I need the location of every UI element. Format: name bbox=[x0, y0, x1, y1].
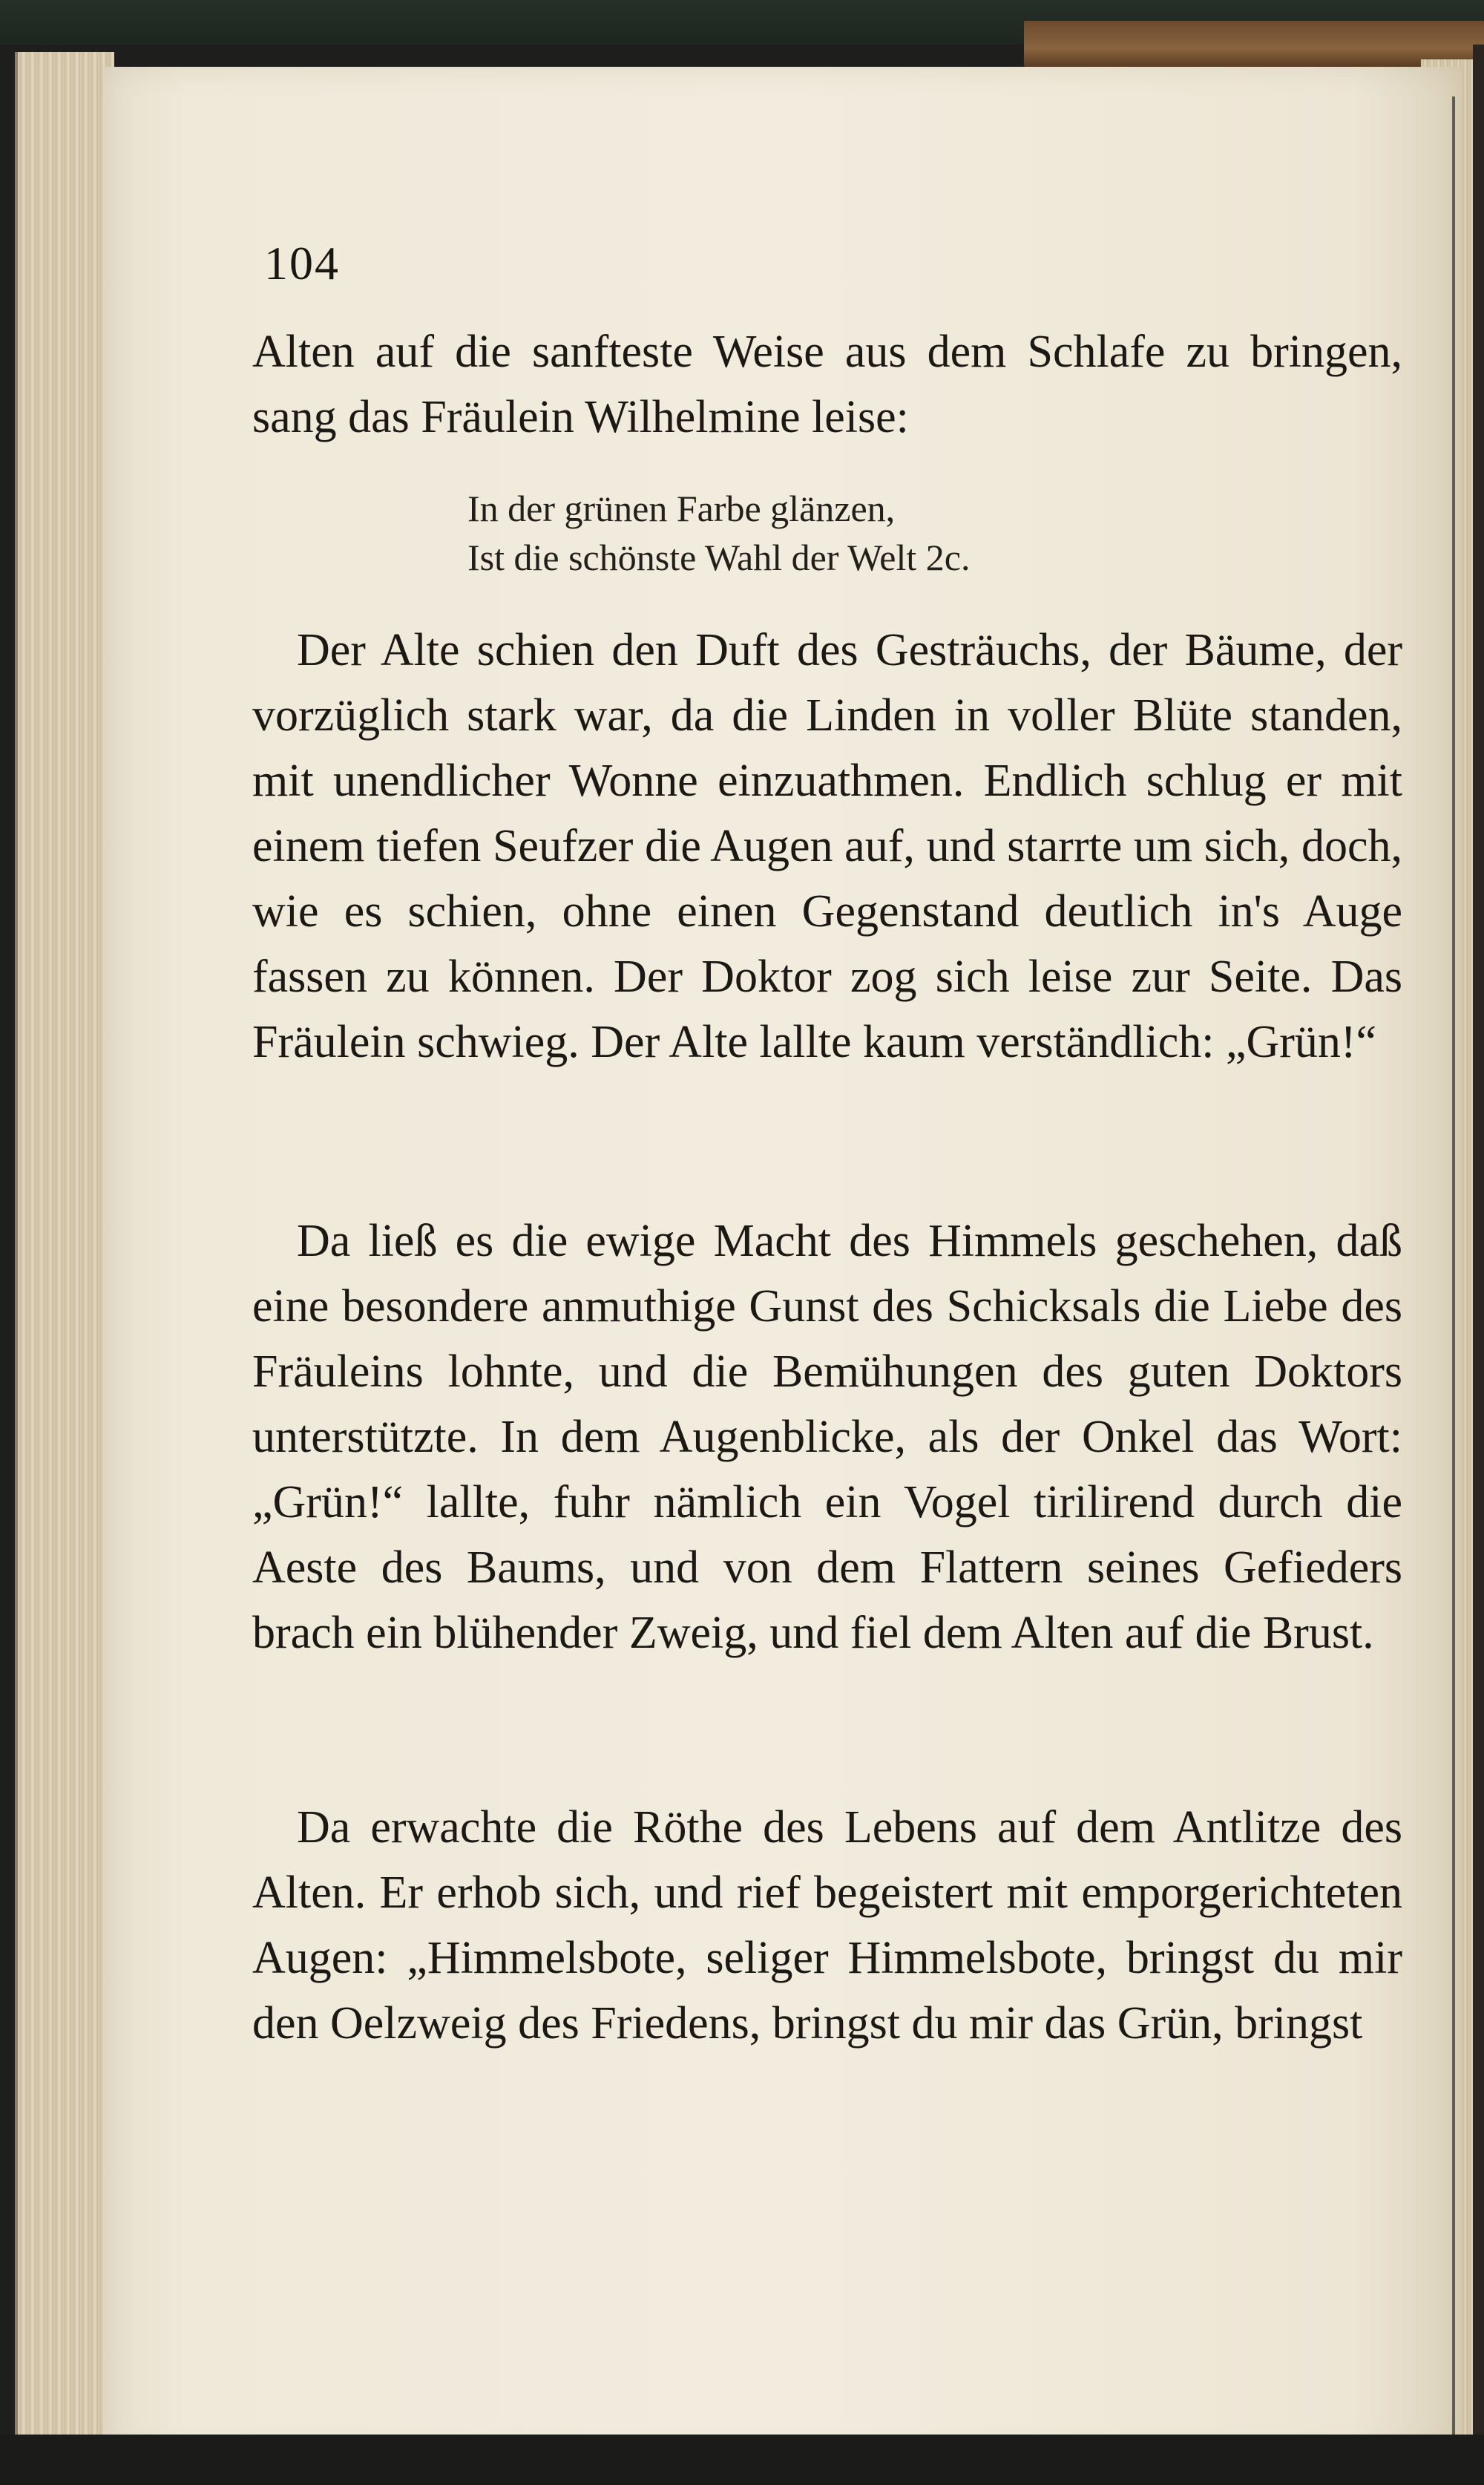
paragraph-continuation: Alten auf die sanfteste Weise aus dem Schlafe zu bringen, sang das Fräulein Wilhelmine leise: bbox=[252, 327, 1402, 442]
right-cover-edge bbox=[1473, 45, 1484, 2485]
page-number: 104 bbox=[264, 237, 340, 289]
leather-binding-edge bbox=[1024, 21, 1484, 67]
paragraph-alte-schien: Der Alte schien den Duft des Gesträuchs, der Bäume, der vorzüglich stark war, da die Linden in voller Blüte standen, mit unendlicher Wonne einzuathmen. Endlich schlug er mit einem tiefen Seufzer die Augen auf, und starrte um sich, doch, wie es schien, ohne einen Gegenstand deutlich in's Auge fassen zu können. Der Doktor zog sich leise zur Seite. Das Fräulein schwieg. Der Alte lallte kaum verständlich: „Grün!“ bbox=[252, 625, 1402, 1067]
paragraph-macht-des-himmels: Da ließ es die ewige Macht des Himmels geschehen, daß eine besondere anmuthige Gunst des Schicksals die Liebe des Fräuleins lohnte, und die Bemühungen des guten Doktors unterstützte. In dem Augenblicke, als der Onkel das Wort: „Grün!“ lallte, fuhr nämlich ein Vogel tirilirend durch die Aeste des Baums, und von dem Flattern seines Gefieders brach ein blühender Zweig, und fiel dem Alten auf die Brust. bbox=[252, 1216, 1402, 1658]
bottom-cover-edge bbox=[0, 2435, 1484, 2485]
page-gutter-line bbox=[1452, 96, 1455, 2435]
verse-line-2: Ist die schönste Wahl der Welt 2c. bbox=[467, 537, 971, 578]
song-verse bbox=[467, 484, 970, 582]
verse-line-1: In der grünen Farbe glänzen, bbox=[467, 488, 896, 529]
left-page-edges bbox=[15, 52, 114, 2464]
paragraph-roethe-des-lebens: Da erwachte die Röthe des Lebens auf dem Antlitze des Alten. Er erhob sich, und rief begeistert mit emporgerichteten Augen: „Himmelsbote, seliger Himmelsbote, bringst du mir den Oelzweig des Friedens, bringst du mir das Grün, bringst bbox=[252, 1802, 1402, 2049]
